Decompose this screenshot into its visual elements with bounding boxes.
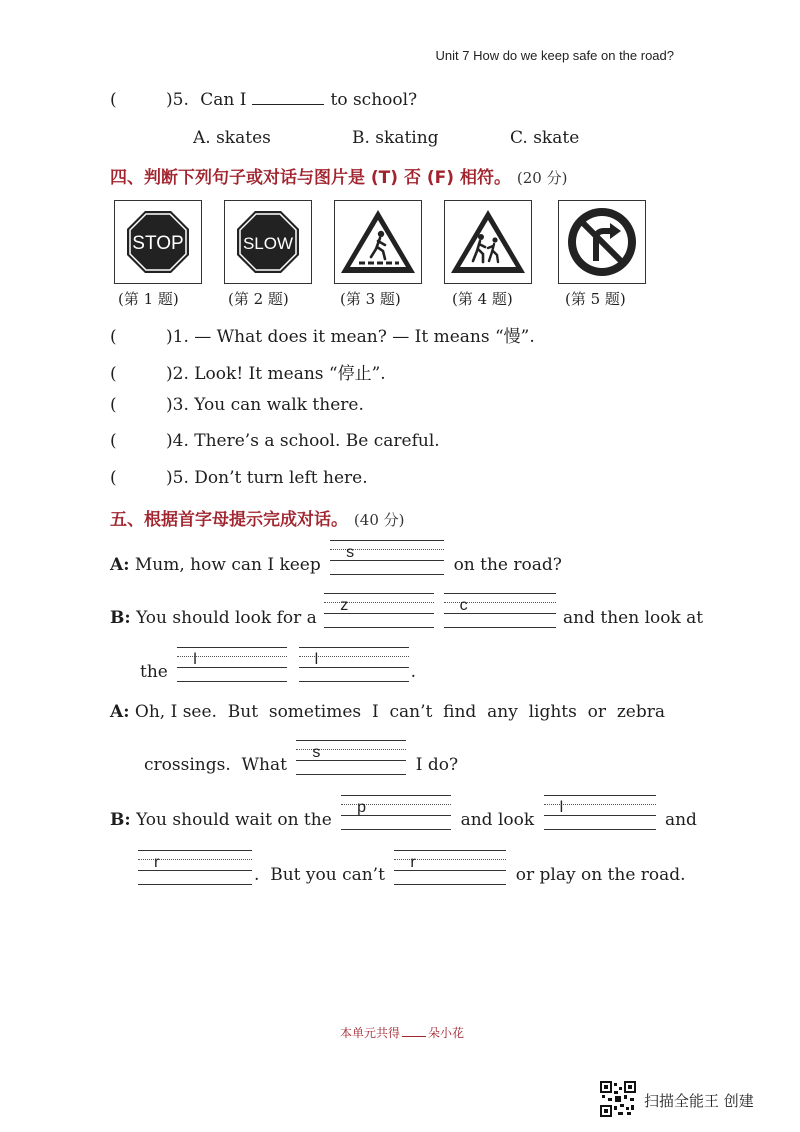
tf-item-5: ( )5. Don’t turn left here.	[110, 468, 368, 488]
sign-1	[114, 200, 202, 284]
section-4-title: 四、判断下列句子或对话与图片是 (T) 否 (F) 相符。 (20 分)	[110, 168, 568, 188]
caption-2: (第 2 题)	[228, 290, 289, 308]
writing-blank[interactable]: s	[330, 548, 444, 570]
flower-score-footer: 本单元共得 朵小花	[340, 1026, 465, 1040]
writing-blank[interactable]: r	[394, 858, 506, 880]
caption-5: (第 5 题)	[565, 290, 626, 308]
pedestrian-crossing-sign-icon	[335, 201, 421, 283]
writing-blank[interactable]: r	[138, 858, 252, 880]
slow-sign-text: SLOW	[242, 234, 294, 253]
question-5: ( )5. Can I to school?	[110, 90, 418, 110]
flower-count-blank[interactable]	[402, 1036, 426, 1037]
school-children-sign-icon	[445, 201, 531, 283]
writing-blank[interactable]: p	[341, 803, 451, 825]
writing-blank[interactable]: l	[544, 803, 656, 825]
dialog-line-3: A: Oh, I see. But sometimes I can’t find any lights or zebra	[110, 702, 666, 722]
caption-1: (第 1 题)	[118, 290, 179, 308]
dialog-line-3b: crossings. What s I do?	[144, 748, 458, 775]
option-a: A. skates	[193, 128, 271, 148]
writing-blank[interactable]: z	[324, 601, 434, 623]
tf-item-3: ( )3. You can walk there.	[110, 395, 364, 415]
dialog-line-4b: r . But you can’t r or play on the road.	[138, 858, 686, 885]
tf-item-1: ( )1. — What does it mean? — It means “慢”.	[110, 327, 535, 347]
qr-code-icon	[600, 1081, 636, 1117]
writing-blank[interactable]: l	[177, 655, 287, 677]
dialog-line-2b: the l l .	[140, 655, 416, 682]
writing-blank[interactable]: s	[296, 748, 406, 770]
stop-sign-icon	[115, 201, 201, 283]
option-c: C. skate	[510, 128, 580, 148]
stop-sign-text: STOP	[132, 233, 184, 254]
sign-5	[558, 200, 646, 284]
caption-3: (第 3 题)	[340, 290, 401, 308]
option-b: B. skating	[352, 128, 439, 148]
section-5-title: 五、根据首字母提示完成对话。 (40 分)	[110, 510, 405, 530]
dialog-line-1: A: Mum, how can I keep s on the road?	[110, 548, 562, 575]
no-right-turn-sign-icon	[559, 201, 645, 283]
sign-3	[334, 200, 422, 284]
tf-item-2: ( )2. Look! It means “停止”.	[110, 364, 386, 384]
scanner-watermark: 扫描全能王 创建	[644, 1092, 754, 1110]
writing-blank[interactable]: l	[299, 655, 409, 677]
answer-blank[interactable]	[252, 90, 324, 105]
sign-2	[224, 200, 312, 284]
caption-4: (第 4 题)	[452, 290, 513, 308]
sign-4	[444, 200, 532, 284]
page-header: Unit 7 How do we keep safe on the road?	[435, 48, 674, 63]
dialog-line-2: B: You should look for a z c and then look at	[110, 601, 703, 628]
writing-blank[interactable]: c	[444, 601, 556, 623]
dialog-line-4: B: You should wait on the p and look l and	[110, 803, 697, 830]
slow-sign-icon	[225, 201, 311, 283]
tf-item-4: ( )4. There’s a school. Be careful.	[110, 431, 440, 451]
